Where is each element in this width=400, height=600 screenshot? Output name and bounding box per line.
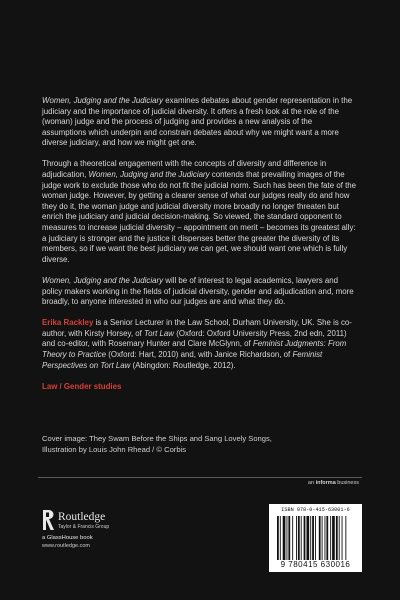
subject-category: Law / Gender studies xyxy=(42,381,122,391)
publisher-website: www.routledge.com xyxy=(42,543,90,549)
cover-credit-line-2: Illustration by Louis John Rhead / © Corbis xyxy=(42,444,187,454)
informa-prefix: an xyxy=(307,480,316,486)
barcode-bars-icon xyxy=(277,516,354,560)
book-title-italic: Women, Judging and the Judiciary xyxy=(88,170,210,180)
bio-text: (Oxford: Oxford University Press, 2nd edn, 2011) and co-editor, with Rosemary Hunter and Clare McGlynn, of xyxy=(42,328,347,349)
cover-credit-line-1: Cover image: They Swam Before the Ships and Sang Lovely Songs, xyxy=(42,434,272,443)
blurb-text: contends that prevailing images of the judge work to exclude those who do not fit the judicial norm. Such has been the fate of the woman judge. However, by getting a clearer sense of what our judges really do and how they do it, the woman judge and judicial diversity more broadly no longer threaten but enrich the judiciary and judicial decision-making. So viewed, the standard opponent to measures to increase judicial diversity – appointment on merit – becomes its greatest ally: a judiciary is stronger and the justice it dispenses better the greater the diversity of its members, so if we want the best judiciary we can get, we should want one which is fully diverse. xyxy=(42,170,357,264)
book-title-italic: Women, Judging and the Judiciary xyxy=(42,96,164,105)
routledge-r-icon xyxy=(42,510,54,530)
author-name: Erika Rackley xyxy=(42,318,94,328)
publisher-name: Routledge xyxy=(58,511,106,523)
bio-book-title: Feminist Perspectives on Tort Law xyxy=(42,349,323,370)
divider xyxy=(38,477,362,478)
informa-suffix: business xyxy=(335,480,359,486)
blurb-area xyxy=(42,96,358,406)
isbn-barcode xyxy=(269,504,362,572)
bio-text: is a Senior Lecturer in the Law School, Durham University, UK. She is co-author, with Kirsty Horsey, of xyxy=(42,318,352,338)
bio-book-title: Tort Law xyxy=(144,328,175,338)
barcode-number: 9 780415 630016 xyxy=(280,560,351,569)
publisher-imprint: a GlassHouse book xyxy=(42,535,93,541)
bio-text: (Oxford: Hart, 2010) and, with Janice Richardson, of xyxy=(106,349,293,359)
blurb-paragraph-3 xyxy=(42,276,358,308)
bio-book-title: Feminist Judgments: From Theory to Practice xyxy=(42,339,347,359)
isbn-label: ISBN 978-0-415-63001-6 xyxy=(281,507,350,513)
blurb-text: Through a theoretical engagement with the concepts of diversity and difference in adjudication, xyxy=(42,159,327,180)
informa-brand: informa xyxy=(315,480,336,486)
blurb-paragraph-1 xyxy=(42,96,358,149)
cover-image-credit xyxy=(42,434,342,456)
bio-text: (Abingdon: Routledge, 2012). xyxy=(130,360,236,370)
book-title-italic: Women, Judging and the Judiciary xyxy=(42,275,164,285)
blurb-text: will be of interest to legal academics, lawyers and policy makers working in the fields of judicial diversity, gender and adjudication and, more broadly, to anyone interested in who our judges are and what they do. xyxy=(42,275,354,307)
publisher-group: Taylor & Francis Group xyxy=(58,524,110,530)
blurb-text: examines debates about gender representation in the judiciary and the importance of judicial diversity. It offers a fresh look at the role of the (woman) judge and the process of judging and provides a new analysis of the assumptions which underpin and constrain debates about why we might want a more diverse judiciary, and how we might get one. xyxy=(42,96,353,148)
blurb-paragraph-2 xyxy=(42,159,358,265)
author-bio xyxy=(42,318,358,371)
informa-business-tag xyxy=(308,480,359,486)
